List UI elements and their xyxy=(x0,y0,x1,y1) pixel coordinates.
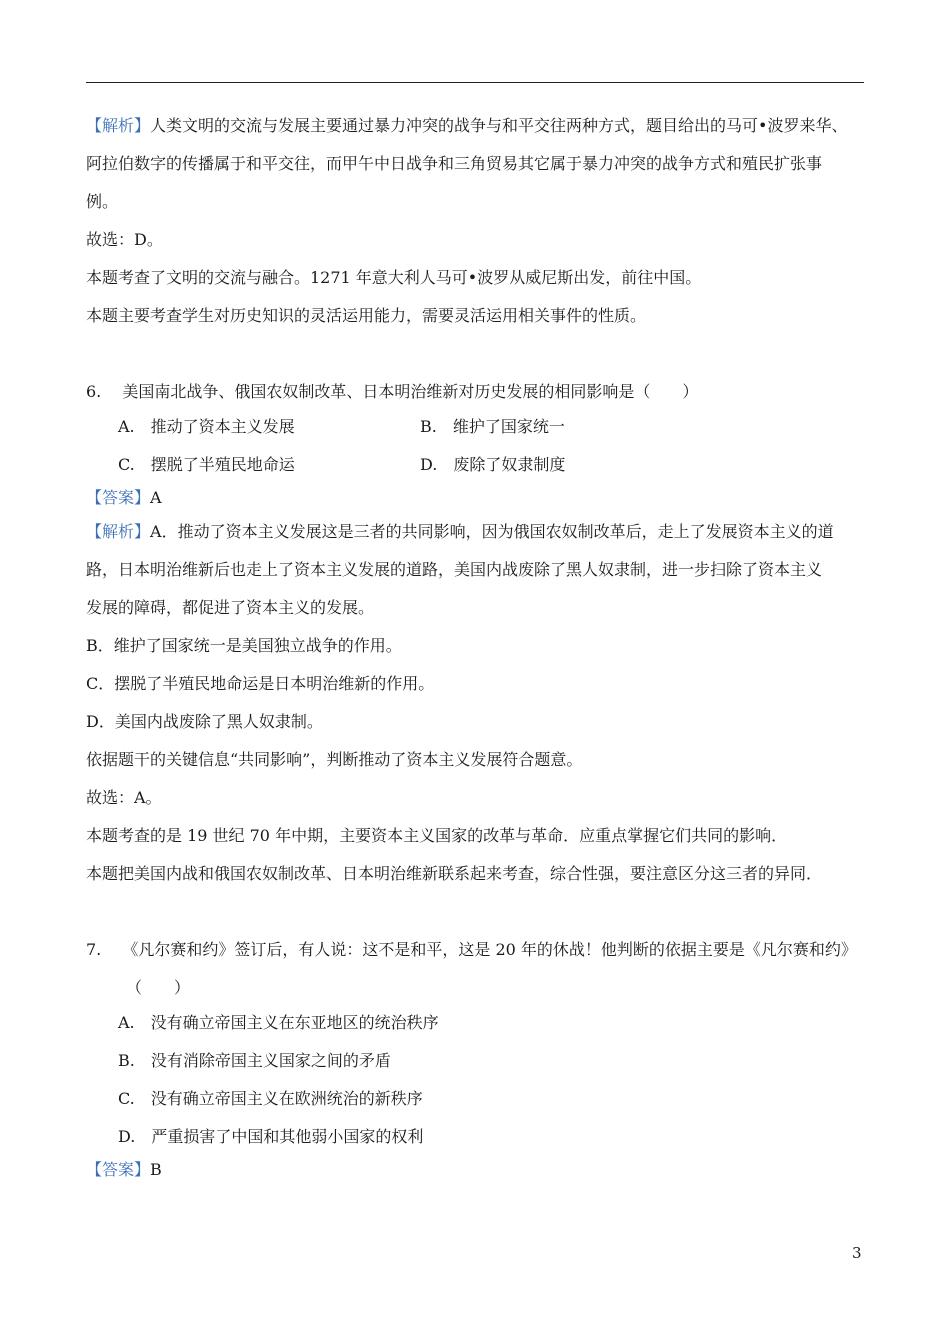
q6-analysis-line: 依据题干的关键信息“共同影响”，判断推动了资本主义发展符合题意。 xyxy=(86,750,583,769)
analysis-line xyxy=(86,114,847,138)
note-line: 本题主要考查学生对历史知识的灵活运用能力，需要灵活运用相关事件的性质。 xyxy=(86,306,647,325)
answer-value: B xyxy=(150,1160,162,1179)
page-number: 3 xyxy=(852,1244,862,1262)
answer-value: A xyxy=(150,488,162,507)
q7-option-c: C. 没有确立帝国主义在欧洲统治的新秩序 xyxy=(118,1089,423,1108)
q7-answer xyxy=(86,1158,162,1182)
q6-analysis-line: B．维护了国家统一是美国独立战争的作用。 xyxy=(86,636,402,655)
q6-option-a: A. 推动了资本主义发展 xyxy=(118,417,295,436)
note-line: 本题考查了文明的交流与融合。1271 年意大利人马可•波罗从威尼斯出发，前往中国。 xyxy=(86,268,702,287)
q7-option-b: B. 没有消除帝国主义国家之间的矛盾 xyxy=(118,1051,391,1070)
choice-line: 故选：D。 xyxy=(86,230,163,249)
question-6-stem: 6. 美国南北战争、俄国农奴制改革、日本明治维新对历史发展的相同影响是（ ） xyxy=(86,382,699,401)
answer-tag: 【答案】 xyxy=(86,1160,151,1179)
q6-option-b: B. 维护了国家统一 xyxy=(420,417,565,436)
q6-note-line: 本题把美国内战和俄国农奴制改革、日本明治维新联系起来考查，综合性强，要注意区分这三者的异同． xyxy=(86,864,823,883)
q7-option-d: D. 严重损害了中国和其他弱小国家的权利 xyxy=(118,1127,424,1146)
q6-analysis-line: 发展的障碍，都促进了资本主义的发展。 xyxy=(86,598,375,617)
analysis-line: 例。 xyxy=(86,192,119,211)
answer-tag: 【答案】 xyxy=(86,488,151,507)
q6-option-c: C. 摆脱了半殖民地命运 xyxy=(118,455,295,474)
q7-option-a: A. 没有确立帝国主义在东亚地区的统治秩序 xyxy=(118,1013,439,1032)
q6-option-d: D. 废除了奴隶制度 xyxy=(420,455,566,474)
question-7-stem-cont: （ ） xyxy=(126,978,191,997)
q6-analysis-line: D．美国内战废除了黑人奴隶制。 xyxy=(86,712,323,731)
analysis-text: A．推动了资本主义发展这是三者的共同影响，因为俄国农奴制改革后，走上了发展资本主义的道 xyxy=(150,522,834,541)
analysis-line: 阿拉伯数字的传播属于和平交往，而甲午中日战争和三角贸易其它属于暴力冲突的战争方式和殖民扩张事 xyxy=(86,154,823,173)
analysis-tag: 【解析】 xyxy=(86,116,151,135)
q6-choice-line: 故选：A。 xyxy=(86,788,162,807)
header-rule xyxy=(86,82,864,83)
q6-analysis-line: C．摆脱了半殖民地命运是日本明治维新的作用。 xyxy=(86,674,435,693)
q6-answer xyxy=(86,486,162,510)
q6-analysis-line xyxy=(86,520,834,544)
analysis-text: 人类文明的交流与发展主要通过暴力冲突的战争与和平交往两种方式，题目给出的马可•波罗来华、 xyxy=(150,116,848,135)
q6-note-line: 本题考查的是 19 世纪 70 年中期，主要资本主义国家的改革与革命．应重点掌握它们共同的影响． xyxy=(86,826,788,845)
question-7-stem: 7. 《凡尔赛和约》签订后，有人说：这不是和平，这是 20 年的休战！他判断的依据主要是《凡尔赛和约》 xyxy=(86,940,857,959)
analysis-tag: 【解析】 xyxy=(86,522,151,541)
q6-analysis-line: 路，日本明治维新后也走上了资本主义发展的道路，美国内战废除了黑人奴隶制，进一步扫除了资本主义 xyxy=(86,560,823,579)
